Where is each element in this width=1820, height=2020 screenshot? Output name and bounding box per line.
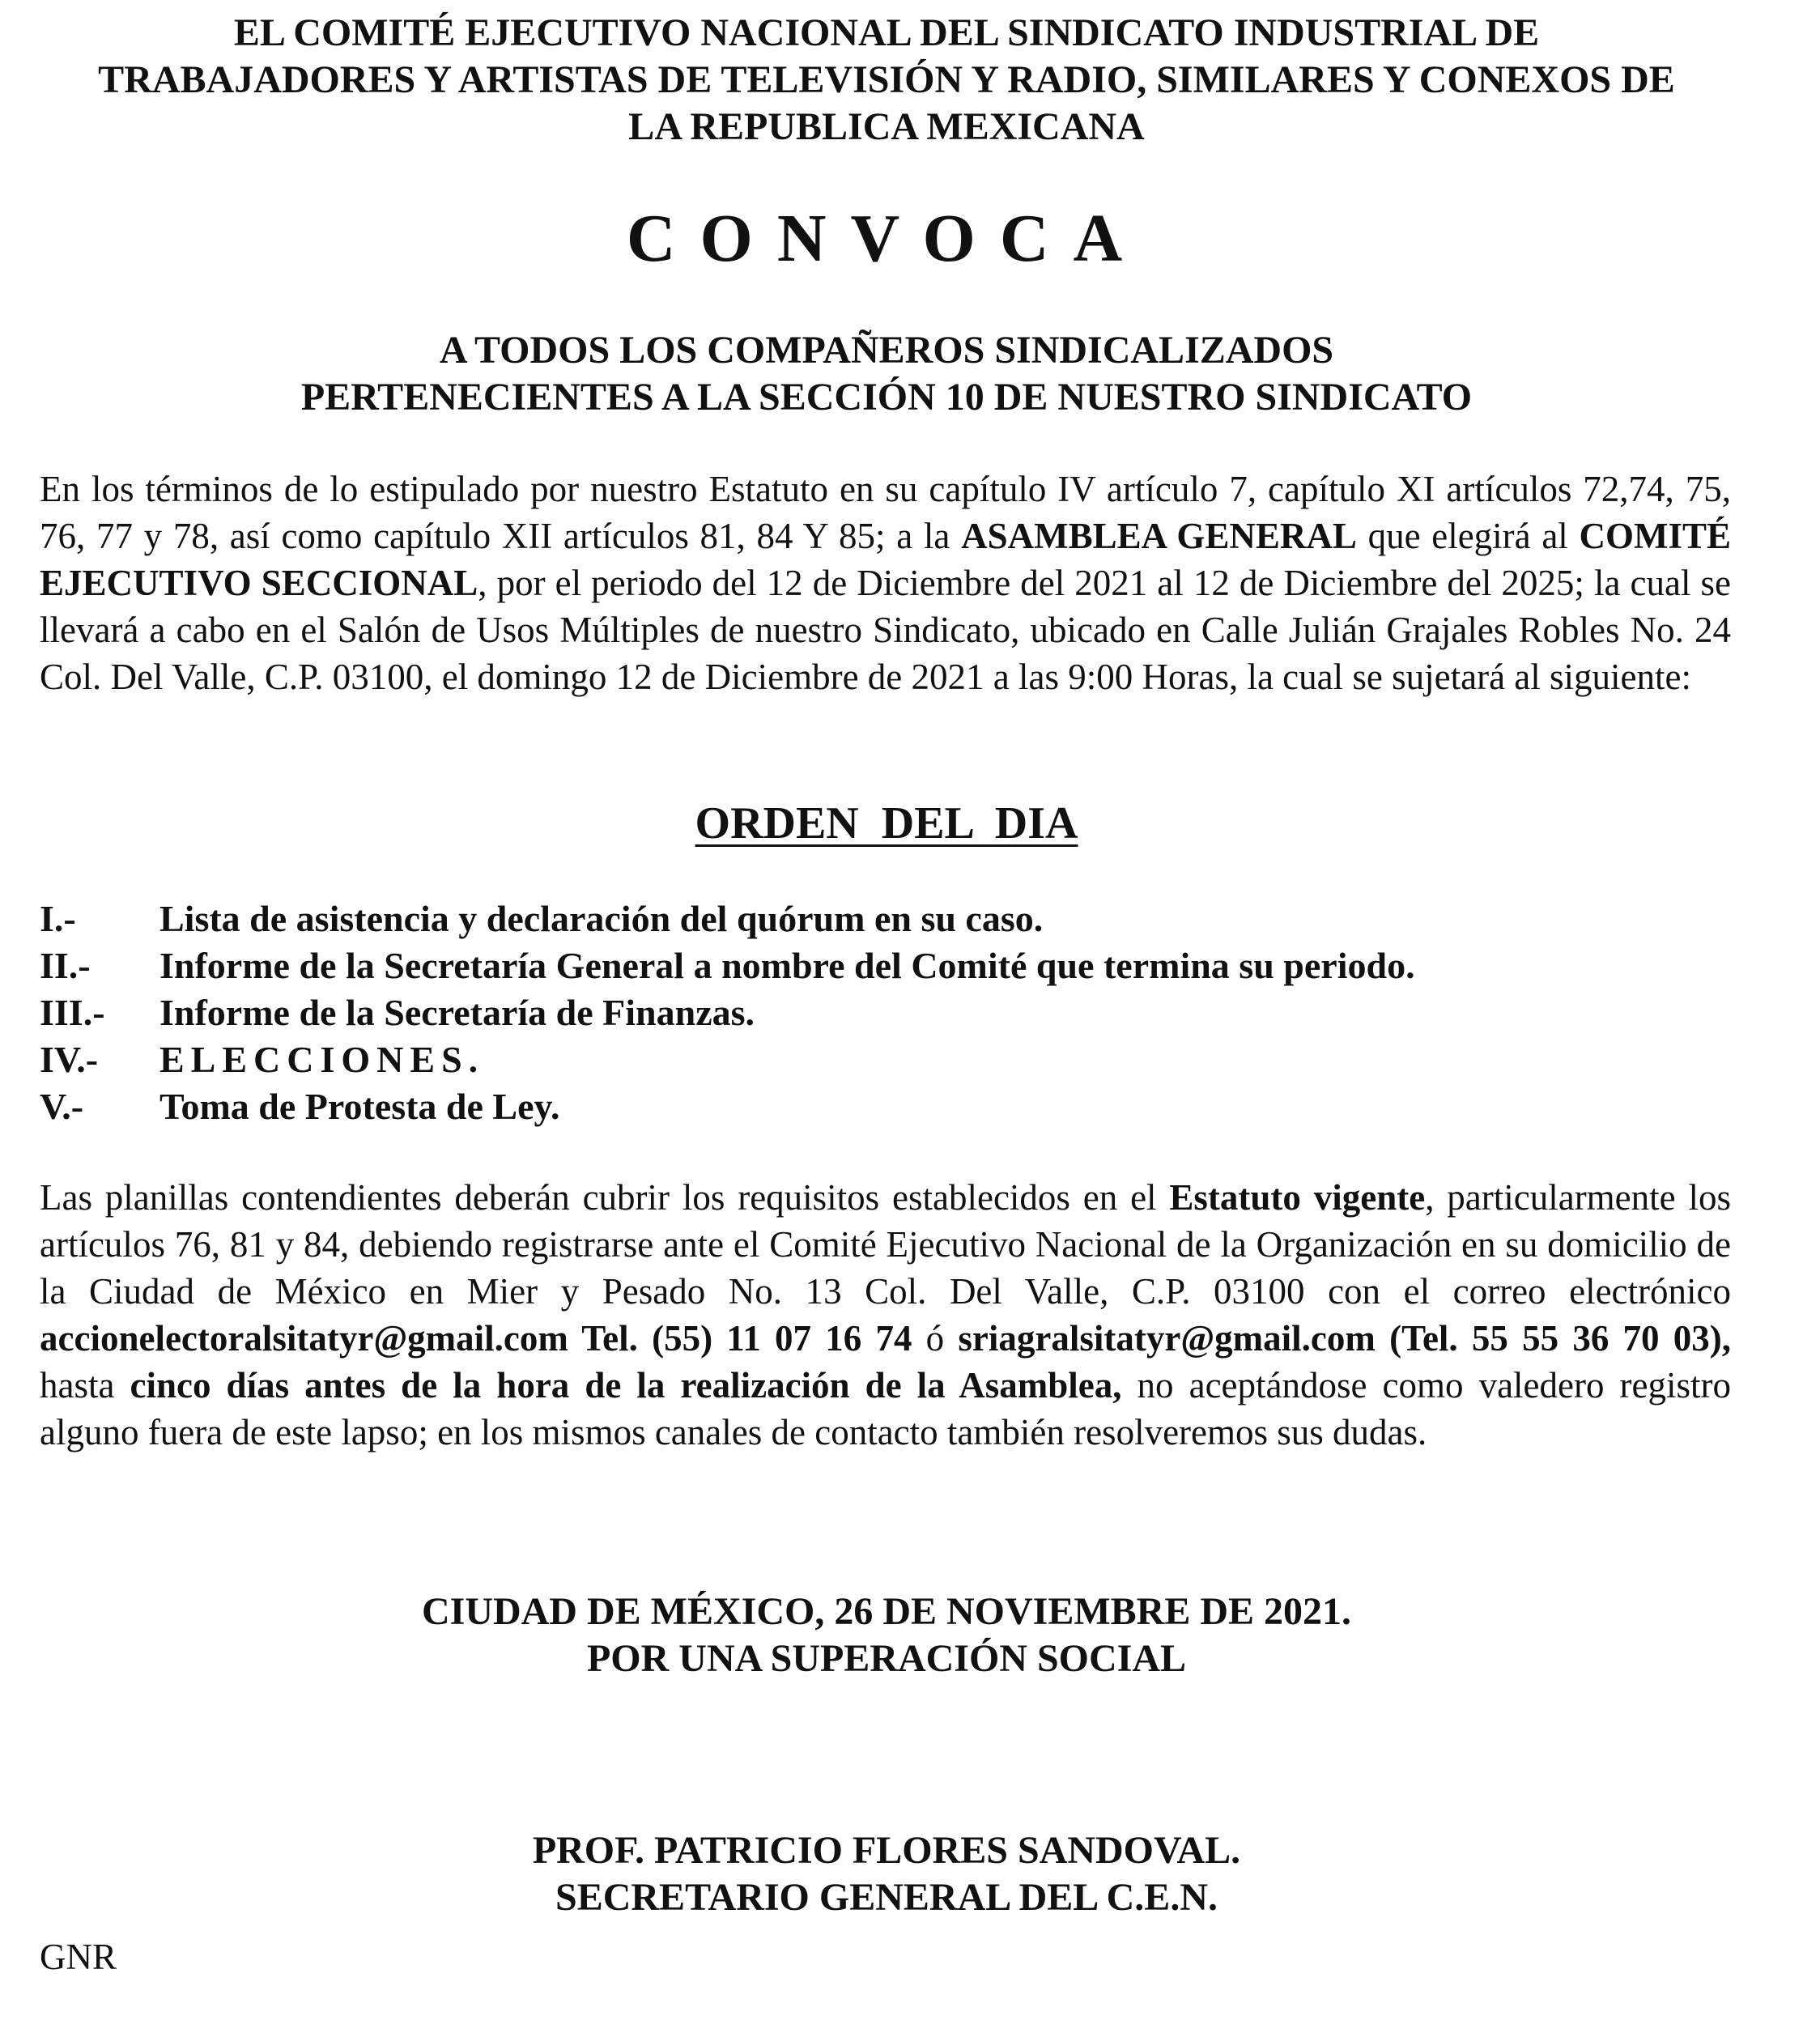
place-date: CIUDAD DE MÉXICO, 26 DE NOVIEMBRE DE 2021.: [421, 1590, 1352, 1633]
addressee-heading: [32, 327, 1741, 421]
agenda-item-number: I.-: [40, 898, 76, 939]
intro-text-1: En los términos de lo estipulado por nuestro Estatuto en su capítulo IV artículo 7, capítulo XI artículos 72,74, 75, 76, 77 y 78, así como capítulo XII artículos 81, 84 Y 85; a la: [40, 469, 1731, 556]
req-bold-deadline: cinco días antes de la hora de la realización de la Asamblea,: [130, 1365, 1122, 1405]
agenda-title-text: ORDEN DEL DIA: [695, 798, 1078, 848]
issuer-heading: [32, 10, 1741, 151]
signature-block: [32, 1827, 1741, 1921]
req-text-4: hasta: [40, 1365, 130, 1405]
req-text-2: , particularmente los artículos 76, 81 y 84, debiendo registrarse ante el Comité Ejecutivo Nacional de la Organización en su domicilio de la Ciudad de México en Mier y Pesado No. 13 Col. Del Valle, C.P. 03100 con el correo electrónico: [40, 1177, 1731, 1312]
addressee-line-2: PERTENECIENTES A LA SECCIÓN 10 DE NUESTRO SINDICATO: [300, 376, 1473, 419]
intro-text-2: que elegirá al: [1356, 516, 1580, 556]
agenda-item-number: V.-: [40, 1086, 84, 1127]
issuer-heading-line-3: LA REPUBLICA MEXICANA: [628, 105, 1145, 148]
intro-bold-asamblea: ASAMBLEA GENERAL: [961, 516, 1357, 556]
agenda-item: [40, 895, 1731, 942]
agenda-title: [32, 795, 1741, 852]
agenda-item-text: Lista de asistencia y declaración del quórum en su caso.: [159, 898, 1044, 939]
agenda-item-text: Informe de la Secretaría General a nombre del Comité que termina su periodo.: [159, 945, 1415, 986]
agenda-item-number: II.-: [40, 945, 91, 986]
signatory-position: SECRETARIO GENERAL DEL C.E.N.: [555, 1876, 1218, 1919]
intro-paragraph: [40, 466, 1731, 700]
req-bold-estatuto: Estatuto vigente: [1169, 1177, 1426, 1218]
req-text-1: Las planillas contendientes deberán cubrir los requisitos establecidos en el: [40, 1177, 1170, 1218]
motto: POR UNA SUPERACIÓN SOCIAL: [586, 1637, 1187, 1680]
req-bold-email-1: accionelectoralsitatyr@gmail.com Tel. (55) 11 07 16 74: [40, 1318, 912, 1359]
intro-bold-comite: COMITÉ EJECUTIVO SECCIONAL: [40, 516, 1732, 603]
document-title: CONVOCA: [626, 201, 1147, 276]
signatory-name: PROF. PATRICIO FLORES SANDOVAL.: [532, 1829, 1241, 1872]
req-text-3: ó: [912, 1318, 959, 1359]
agenda-item-text: Informe de la Secretaría de Finanzas.: [159, 992, 755, 1033]
agenda-item-text: ELECCIONES.: [159, 1039, 485, 1080]
addressee-line-1: A TODOS LOS COMPAÑEROS SINDICALIZADOS: [439, 329, 1334, 372]
req-bold-email-2: sriagralsitatyr@gmail.com (Tel. 55 55 36 70 03),: [958, 1318, 1731, 1359]
agenda-item: [40, 1036, 1731, 1083]
agenda-list: [40, 895, 1731, 1130]
req-text-5: no aceptándose como valedero registro alguno fuera de este lapso; en los mismos canales de contacto también resolveremos sus dudas.: [40, 1365, 1731, 1452]
agenda-item-number: IV.-: [40, 1039, 99, 1080]
agenda-item: [40, 1083, 1731, 1130]
issuer-heading-line-1: EL COMITÉ EJECUTIVO NACIONAL DEL SINDICATO INDUSTRIAL DE: [233, 11, 1540, 54]
agenda-item-text: Toma de Protesta de Ley.: [159, 1086, 560, 1127]
issuer-heading-line-2: TRABAJADORES Y ARTISTAS DE TELEVISIÓN Y RADIO, SIMILARES Y CONEXOS DE: [98, 58, 1675, 101]
closing-block: [32, 1588, 1741, 1682]
agenda-item: [40, 989, 1731, 1036]
agenda-item: [40, 942, 1731, 989]
requirements-paragraph: [40, 1174, 1731, 1456]
typist-initials: GNR: [40, 1937, 117, 1977]
agenda-item-number: III.-: [40, 992, 105, 1033]
intro-text-3: , por el periodo del 12 de Diciembre del 2021 al 12 de Diciembre del 2025; la cual se llevará a cabo en el Salón de Usos Múltiples de nuestro Sindicato, ubicado en Calle Julián Grajales Robles No. 24 Col. Del Valle, C.P. 03100, el domingo 12 de Diciembre de 2021 a las 9:00 Horas, la cual se sujetará al siguiente:: [40, 563, 1731, 697]
